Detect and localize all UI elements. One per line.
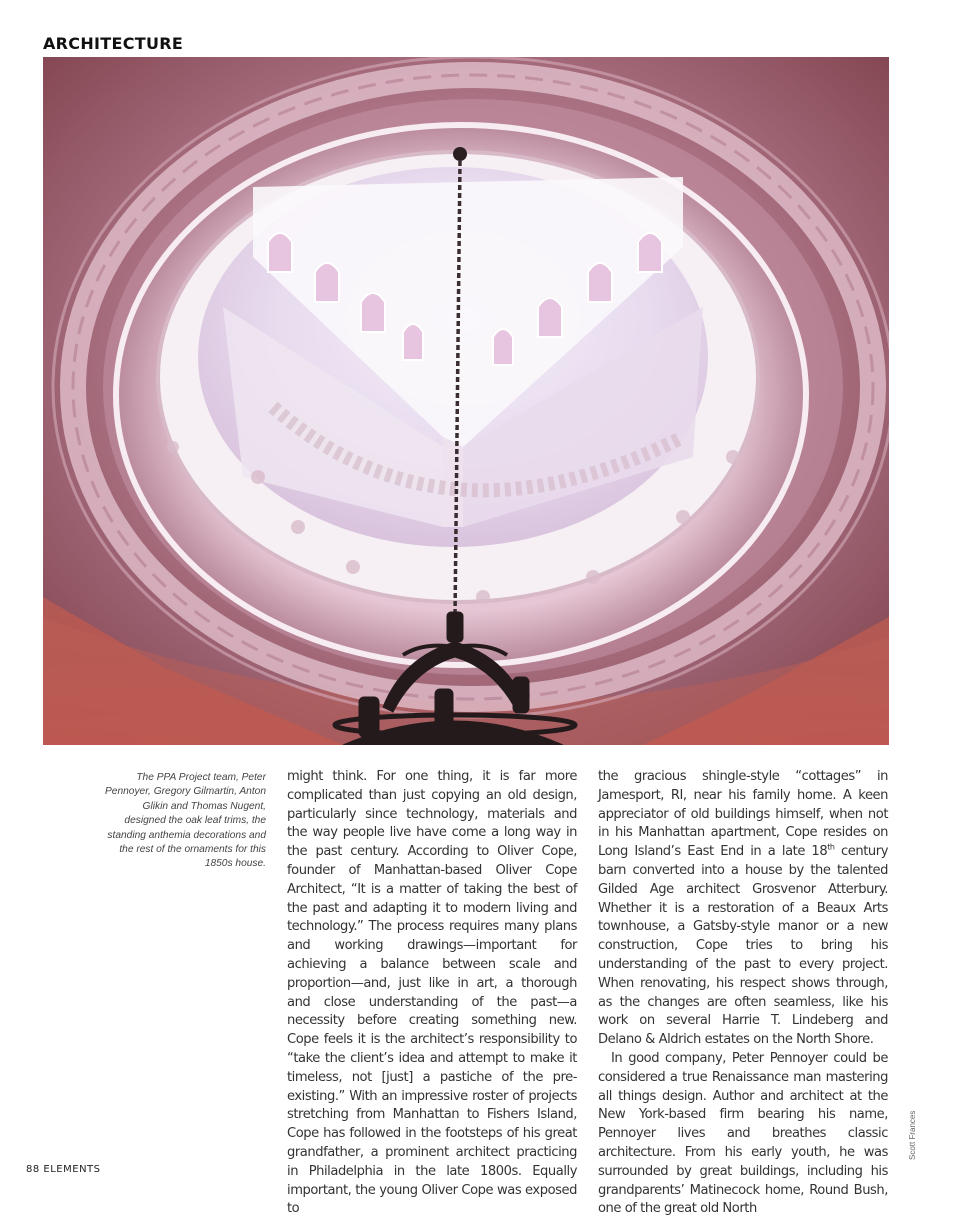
section-label: ARCHITECTURE bbox=[43, 34, 184, 53]
article-paragraph bbox=[598, 768, 888, 1050]
article-paragraph: In good company, Peter Pennoyer could be considered a true Renaissance man mastering all things design. Author and architect at the New York-based firm bearing his name, Pennoyer lives and breathes classic architecture. From his early youth, he was surrounded by great buildings, including his grandparents’ Matinecock home, Round Bush, one of the great old North bbox=[598, 1050, 888, 1217]
article-column-2 bbox=[598, 768, 888, 1219]
article-paragraph: might think. For one thing, it is far more complicated than just copying an old design, particularly since technology, materials and the way people live have come a long way in the past century. According to Oliver Cope, founder of Manhattan-based Oliver Cope Architect, “It is a matter of taking the best of the past and adapting it to modern living and technology.” The process requires many plans and working drawings—important for achieving a balance between scale and proportion—and, just like in art, a thorough and close understanding of the past—a necessity before creating something new. Cope feels it is the architect’s responsibility to “take the client’s idea and attempt to make it timeless, not [just] a pastiche of the pre-existing.” With an impressive roster of projects stretching from Manhattan to Fishers Island, Cope has followed in the footsteps of his great grandfather, a prominent architect practicing in Philadelphia in the late 1800s. Equally important, the young Oliver Cope was exposed to bbox=[287, 769, 577, 1217]
paragraph-text: the gracious shingle-style “cottages” in Jamesport, RI, near his family home. A keen appreciator of old buildings himself, when not in his Manhattan apartment, Cope resides on Long Island’s East End in a late 18 bbox=[598, 769, 888, 860]
page-footer bbox=[26, 1164, 101, 1175]
rotunda-photo bbox=[43, 57, 889, 745]
article-column-1 bbox=[287, 768, 577, 1219]
paragraph-text: century barn converted into a house by the talented Gilded Age architect Grosvenor Atterbury. Whether it is a restoration of a Beaux Arts townhouse, a Gatsby-style manor or a new construction, Cope tries to bring his understanding of the past to every project. When renovating, his respect shows through, as the changes are often seamless, like his work on several Harrie T. Lindeberg and Delano & Aldrich estates on the North Shore. bbox=[598, 844, 888, 1048]
magazine-name: ELEMENTS bbox=[43, 1164, 101, 1175]
ordinal-superscript: th bbox=[827, 842, 835, 852]
photo-credit: Scott Frances bbox=[908, 1110, 917, 1160]
page-number: 88 bbox=[26, 1164, 40, 1175]
photo-caption: The PPA Project team, Peter Pennoyer, Gregory Gilmartin, Anton Glikin and Thomas Nugent, designed the oak leaf trims, the standing anthemia decorations and the rest of the ornaments for this 1850s house. bbox=[105, 772, 266, 870]
